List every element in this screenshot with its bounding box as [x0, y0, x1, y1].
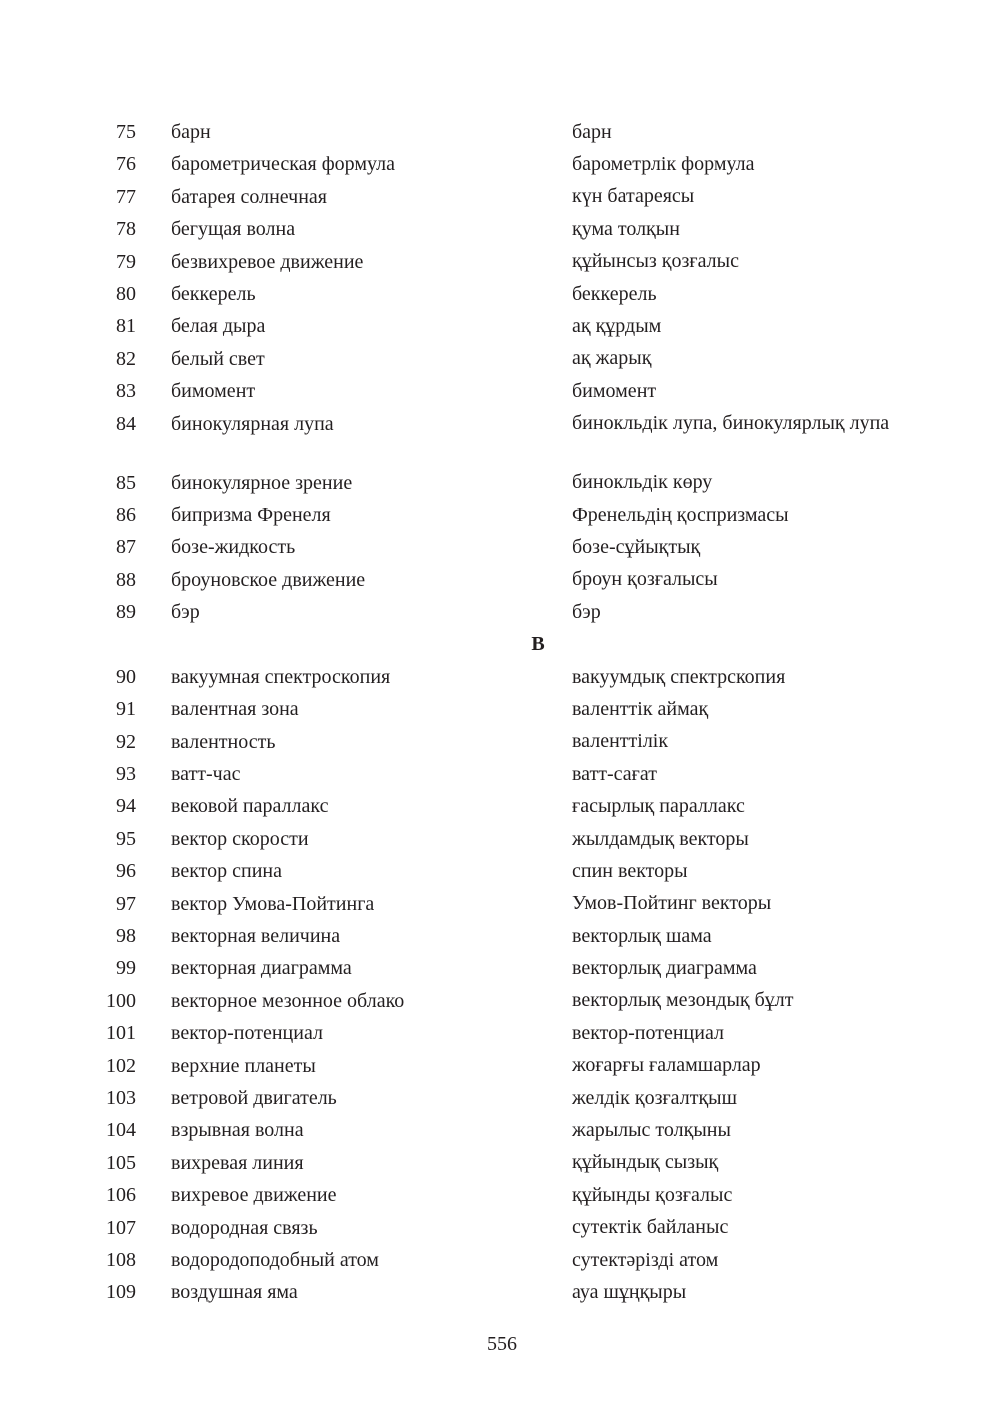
russian-term: вихревое движение [171, 1184, 337, 1207]
kazakh-term: күн батареясы [572, 185, 695, 208]
glossary-row [0, 148, 1004, 180]
entry-number: 82 [116, 347, 136, 370]
entry-number: 99 [116, 957, 136, 980]
russian-term: бимомент [171, 380, 256, 403]
russian-term: вектор скорости [171, 827, 309, 850]
glossary-row [0, 343, 1004, 375]
glossary-row [0, 855, 1004, 887]
glossary-row [0, 661, 1004, 693]
russian-term: бинокулярная лупа [171, 412, 334, 435]
kazakh-term: ауа шұңқыры [572, 1280, 687, 1303]
russian-term: бегущая волна [171, 218, 296, 241]
kazakh-term: барометрлік формула [572, 153, 755, 176]
glossary-row [0, 408, 1004, 467]
entry-number: 86 [116, 503, 136, 526]
entry-number: 102 [106, 1054, 136, 1077]
glossary-row [0, 790, 1004, 822]
russian-term: вихревая линия [171, 1151, 304, 1174]
glossary-row [0, 1147, 1004, 1179]
page-number: 556 [487, 1333, 517, 1355]
entry-number: 109 [106, 1281, 136, 1304]
russian-term: батарея солнечная [171, 185, 327, 208]
russian-term: вакуумная спектроскопия [171, 665, 391, 688]
glossary-row [0, 1276, 1004, 1308]
kazakh-term: бэр [572, 600, 601, 623]
entry-number: 92 [116, 730, 136, 753]
kazakh-term: Умов-Пойтинг векторы [572, 892, 772, 915]
entry-number: 88 [116, 568, 136, 591]
russian-term: бозе-жидкость [171, 536, 296, 559]
entry-number: 78 [116, 218, 136, 241]
entry-number: 90 [116, 665, 136, 688]
entry-number: 79 [116, 250, 136, 273]
glossary-row [0, 726, 1004, 758]
russian-term: вектор Умова-Пойтинга [171, 892, 375, 915]
glossary-row [0, 467, 1004, 499]
kazakh-term: бинокльдік лупа, бинокулярлық лупа [572, 412, 890, 435]
russian-term: бинокулярное зрение [171, 471, 353, 494]
russian-term: вектор-потенциал [171, 1022, 323, 1045]
entry-number: 96 [116, 860, 136, 883]
russian-term: безвихревое движение [171, 250, 364, 273]
russian-term: векторная величина [171, 924, 341, 947]
russian-term: векторная диаграмма [171, 957, 352, 980]
russian-term: вековой параллакс [171, 795, 329, 818]
glossary-row [0, 985, 1004, 1017]
glossary-row [0, 213, 1004, 245]
glossary-row [0, 1244, 1004, 1276]
kazakh-term: бозе-сұйықтық [572, 535, 701, 558]
entry-number: 107 [106, 1216, 136, 1239]
russian-term: бэр [171, 601, 200, 624]
glossary-row [0, 1050, 1004, 1082]
russian-term: бипризма Френеля [171, 503, 331, 526]
russian-term: воздушная яма [171, 1281, 298, 1304]
kazakh-term: сутектік байланыс [572, 1216, 729, 1239]
russian-term: белый свет [171, 347, 265, 370]
glossary-row [0, 823, 1004, 855]
entry-number: 105 [106, 1151, 136, 1174]
glossary-row [0, 1082, 1004, 1114]
kazakh-term: валенттілік [572, 730, 669, 753]
entry-number: 84 [116, 412, 136, 435]
glossary-row [0, 920, 1004, 952]
entry-number: 103 [106, 1086, 136, 1109]
glossary-row [0, 564, 1004, 596]
russian-term: водородная связь [171, 1216, 318, 1239]
entry-number: 101 [106, 1022, 136, 1045]
kazakh-term: векторлық диаграмма [572, 957, 757, 980]
entry-number: 93 [116, 763, 136, 786]
russian-term: барн [171, 121, 211, 143]
kazakh-term: құйындық сызық [572, 1151, 719, 1174]
glossary-row [0, 278, 1004, 310]
russian-term: водородоподобный атом [171, 1248, 379, 1271]
glossary-row [0, 181, 1004, 213]
russian-term: взрывная волна [171, 1119, 304, 1142]
kazakh-term: сутектәрізді атом [572, 1248, 719, 1271]
russian-term: верхние планеты [171, 1054, 316, 1077]
entry-number: 81 [116, 315, 136, 338]
glossary-row [0, 1017, 1004, 1049]
russian-term: ветровой двигатель [171, 1086, 337, 1109]
glossary-row [0, 375, 1004, 407]
entry-group-v [0, 661, 1004, 1309]
kazakh-term: жарылыс толқыны [572, 1119, 731, 1142]
kazakh-term: желдік қозғалтқыш [572, 1086, 738, 1109]
glossary-row [0, 531, 1004, 563]
kazakh-term: бимомент [572, 379, 657, 402]
kazakh-term: вакуумдық спектрскопия [572, 665, 786, 688]
kazakh-term: құйынсыз қозғалыс [572, 250, 739, 273]
entry-group-b [0, 116, 1004, 628]
kazakh-term: валенттік аймақ [572, 697, 709, 720]
entry-number: 108 [106, 1248, 136, 1271]
entry-number: 77 [116, 185, 136, 208]
russian-term: вектор спина [171, 860, 282, 883]
russian-term: беккерель [171, 282, 256, 305]
kazakh-term: ватт-сағат [572, 762, 657, 785]
glossary-row [0, 246, 1004, 278]
kazakh-term: қума толқын [572, 217, 680, 240]
kazakh-term: беккерель [572, 282, 657, 305]
russian-term: ватт-час [171, 763, 241, 786]
entry-number: 98 [116, 924, 136, 947]
section-letter-heading: В [531, 633, 545, 656]
russian-term: белая дыра [171, 315, 266, 338]
glossary-row [0, 1212, 1004, 1244]
kazakh-term: вектор-потенциал [572, 1021, 724, 1044]
entry-number: 75 [116, 121, 136, 143]
kazakh-term: жылдамдық векторы [572, 827, 749, 850]
entry-number: 89 [116, 601, 136, 624]
kazakh-term: ақ құрдым [572, 315, 662, 338]
glossary-row [0, 1179, 1004, 1211]
russian-term: броуновское движение [171, 568, 366, 591]
entry-number: 76 [116, 153, 136, 176]
russian-term: валентность [171, 730, 276, 753]
russian-term: барометрическая формула [171, 153, 395, 176]
glossary-row [0, 952, 1004, 984]
russian-term: векторное мезонное облако [171, 989, 405, 1012]
kazakh-term: спин векторы [572, 859, 688, 882]
entry-number: 95 [116, 827, 136, 850]
entry-number: 80 [116, 282, 136, 305]
entry-number: 87 [116, 536, 136, 559]
glossary-row [0, 310, 1004, 342]
entry-number: 85 [116, 471, 136, 494]
glossary-table [0, 116, 1004, 1309]
glossary-row [0, 1114, 1004, 1146]
russian-term: валентная зона [171, 698, 299, 721]
entry-number: 97 [116, 892, 136, 915]
kazakh-term: жоғарғы ғаламшарлар [572, 1054, 761, 1077]
glossary-row [0, 116, 1004, 148]
entry-number: 83 [116, 380, 136, 403]
kazakh-term: бинокльдік көру [572, 471, 713, 494]
kazakh-term: ғасырлық параллакс [572, 795, 745, 818]
kazakh-term: векторлық шама [572, 924, 712, 947]
entry-number: 106 [106, 1184, 136, 1207]
kazakh-term: Френельдің қоспризмасы [572, 503, 789, 526]
glossary-row [0, 888, 1004, 920]
entry-number: 94 [116, 795, 136, 818]
kazakh-term: құйынды қозғалыс [572, 1183, 733, 1206]
glossary-row [0, 758, 1004, 790]
entry-number: 104 [106, 1119, 136, 1142]
entry-number: 91 [116, 698, 136, 721]
glossary-row [0, 693, 1004, 725]
kazakh-term: векторлық мезондық бұлт [572, 989, 794, 1012]
kazakh-term: ақ жарық [572, 347, 652, 370]
kazakh-term: броун қозғалысы [572, 568, 718, 591]
kazakh-term: барн [572, 120, 612, 143]
glossary-row [0, 499, 1004, 531]
glossary-row [0, 596, 1004, 628]
entry-number: 100 [106, 989, 136, 1012]
